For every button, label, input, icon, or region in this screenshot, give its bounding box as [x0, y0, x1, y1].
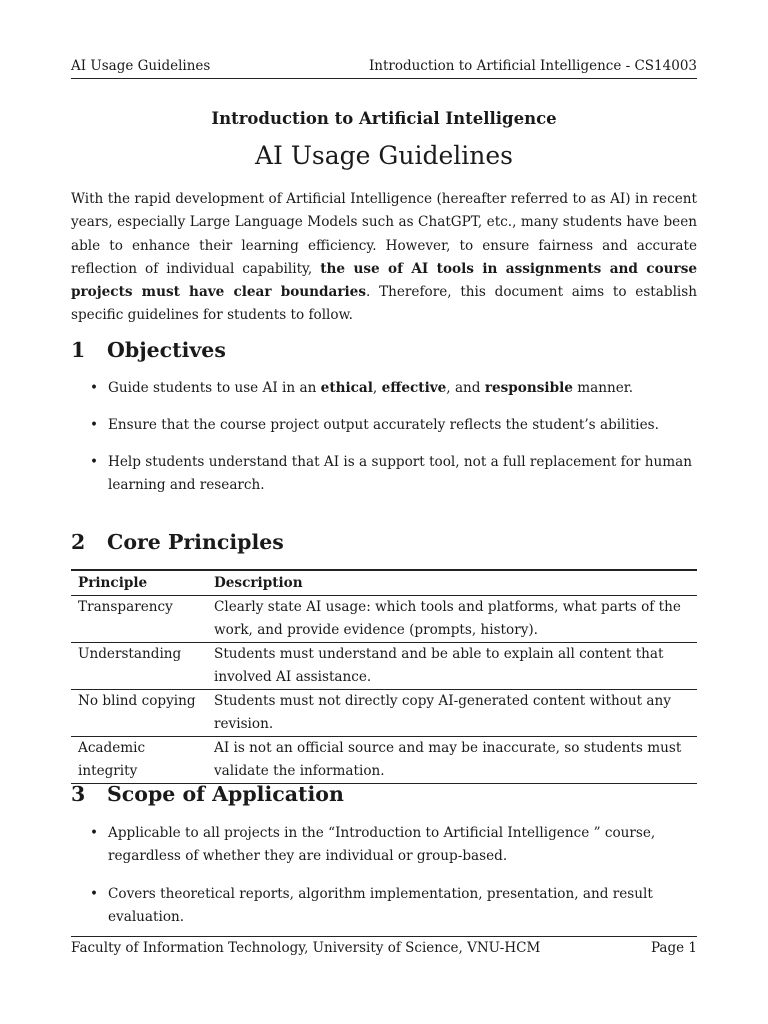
description-cell: Students must understand and be able to explain all content that involved AI assistance.	[207, 643, 697, 690]
intro-bold-text: the use of AI tools in assignments and course projects must have clear boundaries	[71, 260, 697, 301]
table-header-row	[71, 570, 697, 596]
objectives-list	[71, 377, 697, 400]
section-number: 2	[71, 530, 86, 554]
list-item	[71, 377, 697, 400]
item-text: Applicable to all projects in the “Introduction to Artificial Intelligence ” course, regardless of whether they are individual or group-based.	[108, 825, 656, 864]
table-row	[71, 690, 697, 737]
page-number: Page 1	[650, 940, 697, 956]
section-number: 3	[71, 782, 86, 806]
running-footer	[71, 939, 697, 957]
table-row	[71, 643, 697, 690]
principle-cell: Academic integrity	[71, 737, 207, 784]
objectives-list-cont	[71, 414, 697, 437]
course-title: Introduction to Artificial Intelligence	[211, 109, 557, 128]
running-header	[71, 57, 697, 75]
footer-rule	[71, 936, 697, 937]
scope-list-cont	[71, 883, 697, 929]
objectives-list-cont	[71, 451, 697, 497]
item-text: Ensure that the course project output accurately reflects the student’s abilities.	[108, 417, 659, 433]
list-item	[71, 883, 697, 929]
section-title: Core Principles	[107, 530, 284, 554]
section-number: 1	[71, 338, 86, 362]
column-header-description: Description	[207, 570, 697, 596]
table-row	[71, 737, 697, 784]
item-text: ,	[372, 380, 382, 396]
bullet-icon: •	[90, 886, 99, 902]
bullet-icon: •	[90, 825, 99, 841]
item-bold-text: ethical	[320, 380, 373, 396]
section-title: Objectives	[107, 338, 226, 362]
description-cell: AI is not an official source and may be inaccurate, so students must validate the information.	[207, 737, 697, 784]
bullet-icon: •	[90, 454, 99, 470]
section-heading-scope	[71, 780, 697, 808]
section-heading-principles	[71, 528, 697, 556]
list-item	[71, 414, 697, 437]
intro-paragraph	[71, 188, 697, 328]
document-page	[71, 0, 697, 1024]
section-heading-objectives	[71, 336, 697, 364]
scope-list	[71, 822, 697, 868]
footer-left-text: Faculty of Information Technology, University of Science, VNU-HCM	[71, 940, 541, 956]
table-row	[71, 596, 697, 643]
column-header-principle: Principle	[71, 570, 207, 596]
principle-cell: No blind copying	[71, 690, 207, 737]
bullet-icon: •	[90, 417, 99, 433]
bullet-icon: •	[90, 380, 99, 396]
item-text: Covers theoretical reports, algorithm implementation, presentation, and result evaluation.	[108, 886, 653, 925]
item-text: , and	[446, 380, 485, 396]
section-title: Scope of Application	[107, 782, 344, 806]
description-cell: Students must not directly copy AI-generated content without any revision.	[207, 690, 697, 737]
principle-cell: Transparency	[71, 596, 207, 643]
page-title: AI Usage Guidelines	[254, 141, 513, 170]
principle-cell: Understanding	[71, 643, 207, 690]
header-left-text: AI Usage Guidelines	[71, 58, 211, 74]
intro-text-start: With the rapid development of Artificial Intelligence (hereafter referred to as AI) in recent years, especially Large Language Models such as ChatGPT, etc., many students have been able to enhance their learning efficiency. However, to ensure fairness and accurate reflection of individual capability,	[71, 191, 697, 277]
item-text: Help students understand that AI is a support tool, not a full replacement for human learning and research.	[108, 454, 692, 493]
item-text: Guide students to use AI in an	[108, 380, 321, 396]
list-item	[71, 822, 697, 868]
item-bold-text: responsible	[484, 380, 573, 396]
header-rule	[71, 78, 697, 79]
intro-text-end: . Therefore, this document aims to establish specific guidelines for students to follow.	[71, 284, 697, 324]
description-cell: Clearly state AI usage: which tools and platforms, what parts of the work, and provide evidence (prompts, history).	[207, 596, 697, 643]
item-text: manner.	[572, 380, 634, 396]
header-right-text: Introduction to Artificial Intelligence - CS14003	[368, 58, 697, 74]
item-bold-text: effective	[381, 380, 447, 396]
principles-table	[71, 569, 697, 784]
list-item	[71, 451, 697, 497]
